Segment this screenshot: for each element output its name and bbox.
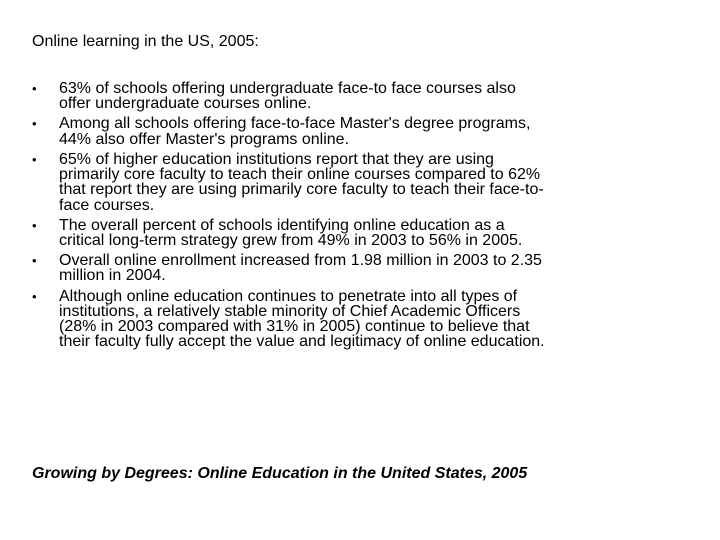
bullet-text-line: their faculty fully accept the value and legitimacy of online education. (59, 333, 545, 351)
list-item (0, 289, 659, 350)
bullet-text-line: 44% also offer Master's programs online. (59, 130, 350, 148)
bullet-text-line: (28% in 2003 compared with 31% in 2005) continue to believe that (59, 318, 530, 336)
bullet-text-line: The overall percent of schools identifying online education as a (59, 216, 505, 234)
bullet-text-line: Overall online enrollment increased from 1.98 million in 2003 to 2.35 (59, 252, 542, 270)
bullet-text-line: Although online education continues to penetrate into all types of (59, 287, 518, 305)
page-title: Online learning in the US, 2005: (32, 33, 259, 50)
bullet-icon: • (32, 253, 37, 269)
bullet-text-line: offer undergraduate courses online. (59, 95, 312, 113)
bullet-text-line: million in 2004. (59, 267, 166, 285)
list-item (0, 116, 659, 147)
bullet-text-line: 65% of higher education institutions report that they are using (59, 150, 494, 168)
source-citation: Growing by Degrees: Online Education in the United States, 2005 (32, 465, 528, 482)
list-item (0, 218, 659, 249)
bullet-text-line: 63% of schools offering undergraduate face-to face courses also (59, 80, 516, 97)
list-item (0, 152, 659, 213)
bullet-icon: • (32, 116, 37, 132)
bullet-icon: • (32, 288, 37, 304)
bullet-icon: • (32, 217, 37, 233)
bullet-list (0, 81, 720, 355)
bullet-text-line: Among all schools offering face-to-face Master's degree programs, (59, 115, 531, 133)
bullet-text-line: primarily core faculty to teach their online courses compared to 62% (59, 166, 541, 184)
bullet-text-line: face courses. (59, 196, 155, 214)
bullet-text-line: critical long-term strategy grew from 49% in 2003 to 56% in 2005. (59, 232, 523, 250)
bullet-text-line: institutions, a relatively stable minority of Chief Academic Officers (59, 302, 521, 320)
bullet-icon: • (32, 81, 37, 96)
bullet-icon: • (32, 151, 37, 167)
list-item (0, 253, 659, 284)
bullet-text-line: that report they are using primarily core faculty to teach their face-to- (59, 181, 544, 199)
list-item (0, 81, 659, 112)
